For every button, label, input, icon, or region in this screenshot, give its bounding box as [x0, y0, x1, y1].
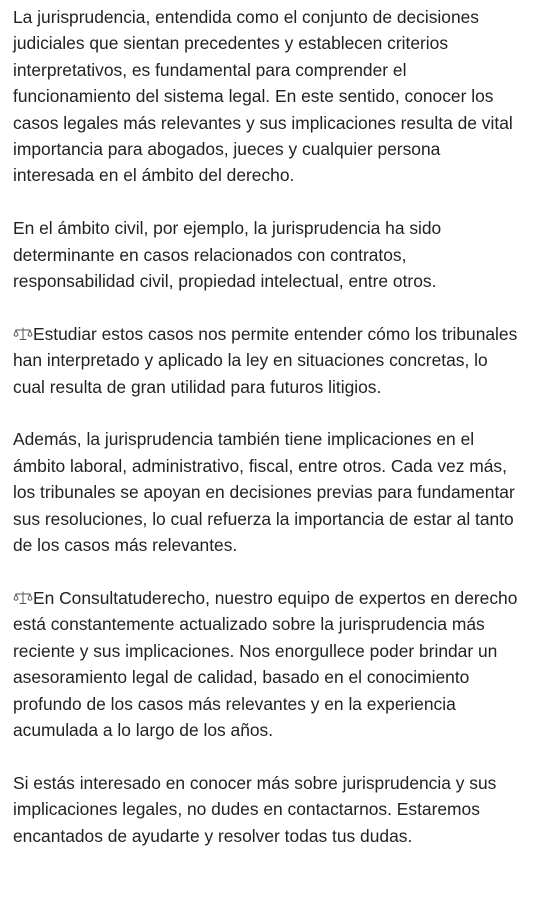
paragraph-contact-text: Si estás interesado en conocer más sobre jurisprudencia y sus implicaciones legales, no dudes en contactarnos. Estaremos encantados de ayudarte y resolver todas tus dudas.: [13, 772, 497, 846]
paragraph-intro: [13, 4, 523, 189]
balance-scale-icon: [13, 327, 33, 341]
paragraph-other-areas-text: Además, la jurisprudencia también tiene implicaciones en el ámbito laboral, administrativo, fiscal, entre otros. Cada vez más, los tribunales se apoyan en decisiones previas para fundamentar sus resoluciones, lo cual refuerza la importancia de estar al tanto de los casos más relevantes.: [13, 429, 515, 556]
paragraph-intro-text: La jurisprudencia, entendida como el conjunto de decisiones judiciales que sientan precedentes y establecen criterios interpretativos, es fundamental para comprender el funcionamiento del sistema legal. En este sentido, conocer los casos legales más relevantes y sus implicaciones resulta de vital importancia para abogados, jueces y cualquier persona interesada en el ámbito del derecho.: [13, 7, 513, 186]
balance-scale-icon: [13, 591, 33, 605]
paragraph-other-areas: [13, 426, 523, 558]
paragraph-company: [13, 585, 523, 743]
paragraph-company-text: En Consultatuderecho, nuestro equipo de expertos en derecho está constantemente actualizado sobre la jurisprudencia más reciente y sus implicaciones. Nos enorgullece poder brindar un asesoramiento legal de calidad, basado en el conocimiento profundo de los casos más relevantes y en la experiencia acumulada a lo largo de los años.: [13, 587, 518, 740]
paragraph-civil: [13, 215, 523, 294]
paragraph-study-text: Estudiar estos casos nos permite entender cómo los tribunales han interpretado y aplicado la ley en situaciones concretas, lo cual resulta de gran utilidad para futuros litigios.: [13, 323, 518, 397]
paragraph-contact: [13, 770, 523, 849]
paragraph-civil-text: En el ámbito civil, por ejemplo, la jurisprudencia ha sido determinante en casos relacionados con contratos, responsabilidad civil, propiedad intelectual, entre otros.: [13, 218, 442, 292]
paragraph-study: [13, 321, 523, 400]
